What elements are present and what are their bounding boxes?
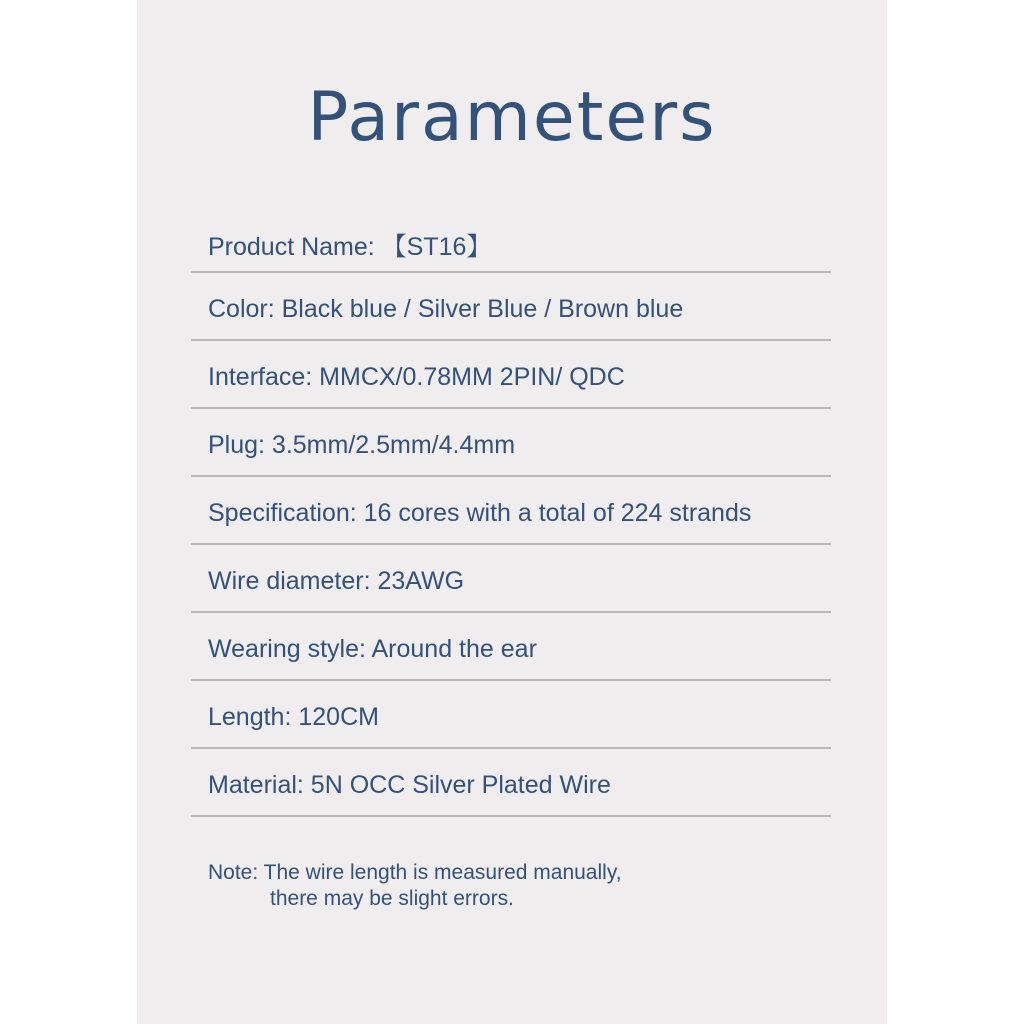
parameter-row-material: Material: 5N OCC Silver Plated Wire	[191, 751, 831, 817]
parameter-row-product-name: Product Name: 【ST16】	[191, 207, 831, 273]
parameter-row-wearing-style: Wearing style: Around the ear	[191, 615, 831, 681]
note	[208, 860, 828, 912]
parameter-row-interface: Interface: MMCX/0.78MM 2PIN/ QDC	[191, 343, 831, 409]
parameter-row-color: Color: Black blue / Silver Blue / Brown blue	[191, 275, 831, 341]
page-title: Parameters	[307, 78, 717, 157]
parameter-row-wire-diameter: Wire diameter: 23AWG	[191, 547, 831, 613]
parameter-row-length: Length: 120CM	[191, 683, 831, 749]
parameter-row-specification: Specification: 16 cores with a total of 224 strands	[191, 479, 831, 545]
parameters-panel	[137, 0, 887, 1024]
note-line-2: there may be slight errors.	[270, 887, 514, 910]
parameter-row-plug: Plug: 3.5mm/2.5mm/4.4mm	[191, 411, 831, 477]
note-line-1: Note: The wire length is measured manually,	[208, 861, 622, 884]
parameter-list	[191, 207, 831, 817]
